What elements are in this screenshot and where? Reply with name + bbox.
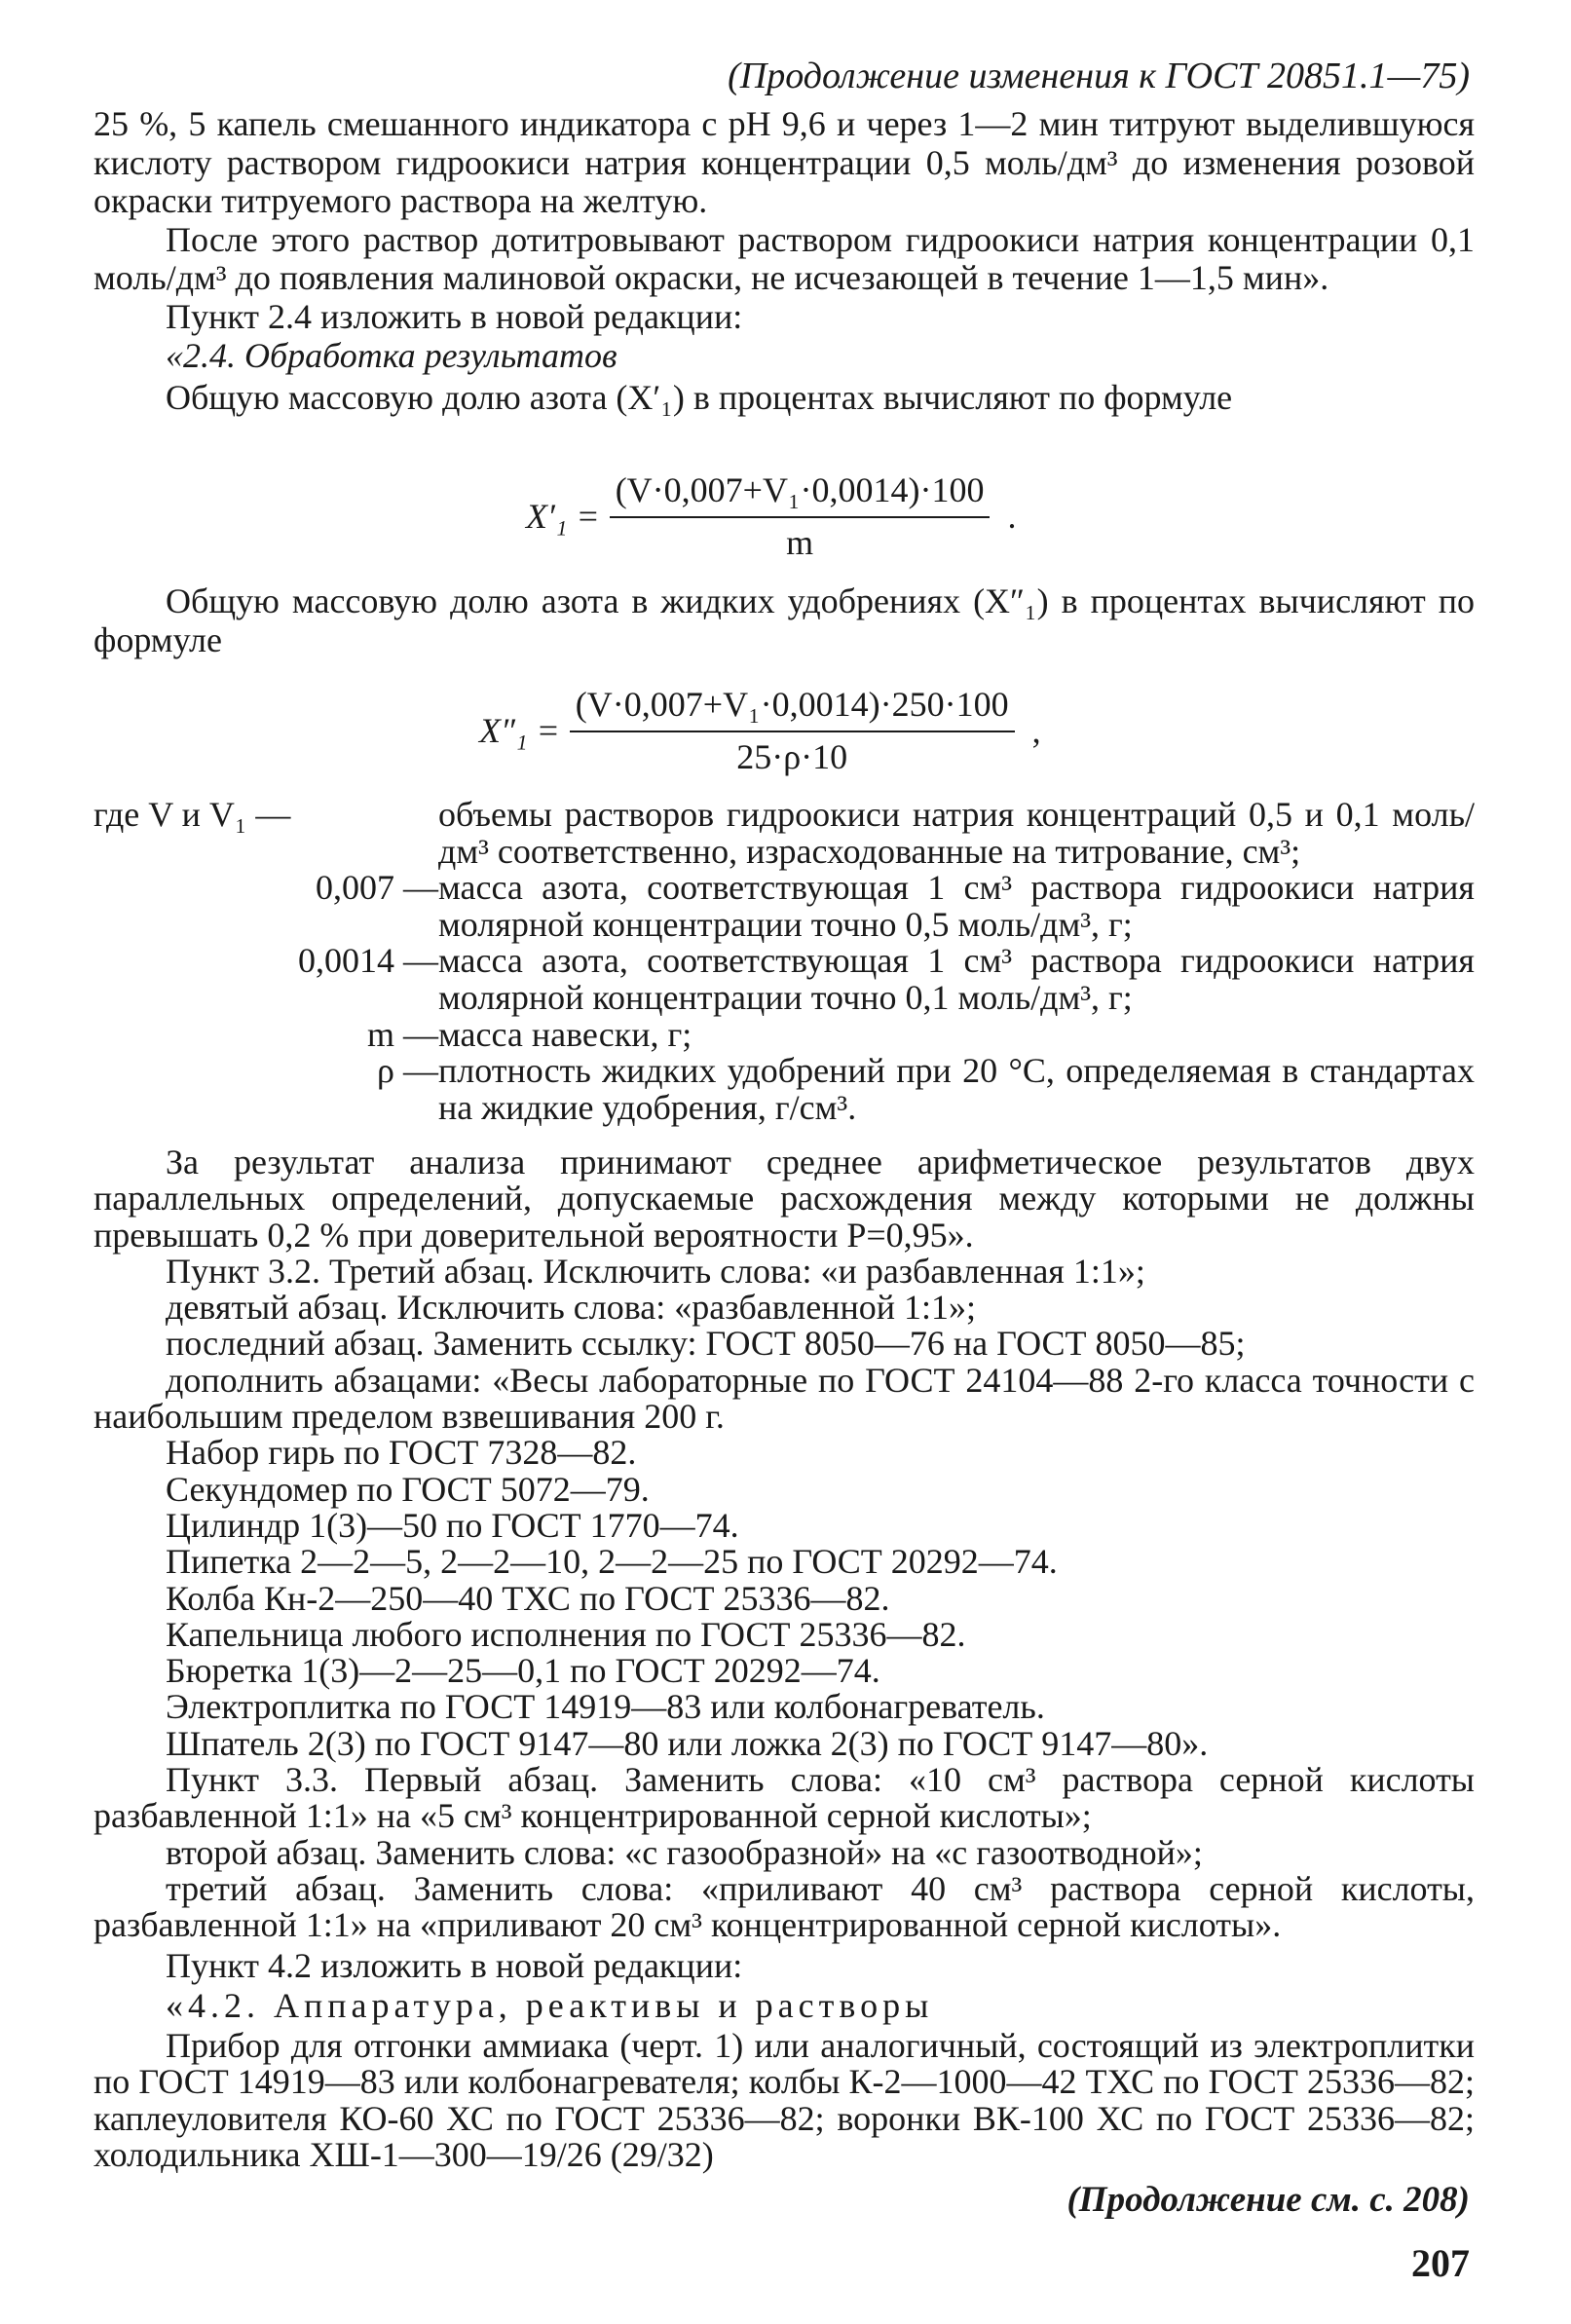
- paragraph: второй абзац. Заменить слова: «с газообразной» на «с газоотводной»;: [166, 1832, 1203, 1872]
- list-item: Электроплитка по ГОСТ 14919—83 или колбонагреватель.: [166, 1687, 1045, 1727]
- formula-punctuation: ,: [1031, 711, 1041, 750]
- page-number: 207: [1411, 2241, 1470, 2285]
- paragraph: Пункт 2.4 изложить в новой редакции:: [166, 296, 743, 336]
- formula-punctuation: .: [1007, 497, 1017, 536]
- fraction: [570, 684, 1015, 777]
- paragraph: Общую массовую долю азота (X′₁) в процентах вычисляют по формуле: [166, 378, 1233, 418]
- paragraph: Пункт 3.3. Первый абзац. Заменить слова: «10 см³ раствора серной кислоты разбавленной 1:1» на «5 см³ концентрированной серной кислоты»;: [94, 1760, 1475, 1836]
- paragraph: Пункт 3.2. Третий абзац. Исключить слова: «и разбавленная 1:1»;: [166, 1251, 1145, 1291]
- fraction: [610, 469, 991, 563]
- legend-row: [94, 943, 1475, 1016]
- paragraph: третий абзац. Заменить слова: «приливают 40 см³ раствора серной кислоты, разбавленной 1:1» на «приливают 20 см³ концентрированной серной кислоты».: [94, 1868, 1475, 1945]
- legend-symbol: m —: [366, 1014, 438, 1054]
- list-item: Шпатель 2(3) по ГОСТ 9147—80 или ложка 2(3) по ГОСТ 9147—80».: [166, 1723, 1209, 1763]
- legend-symbol: ρ —: [377, 1051, 438, 1091]
- paragraph-liquid-fertilizers: Общую массовую долю азота в жидких удобрениях (X″₁) в процентах вычисляют по формуле: [94, 581, 1475, 659]
- fraction-numerator: (V·0,007+V₁·0,0014)·250·100: [570, 684, 1015, 732]
- list-item: Колба Кн-2—250—40 ТХС по ГОСТ 25336—82.: [166, 1578, 890, 1618]
- legend-definition: масса азота, соответствующая 1 см³ раствора гидроокиси натрия молярной концентрации точно 0,1 моль/дм³, г;: [438, 941, 1475, 1017]
- list-item: Пипетка 2—2—5, 2—2—10, 2—2—25 по ГОСТ 20292—74.: [166, 1542, 1058, 1582]
- fraction-denominator: m: [786, 523, 814, 562]
- fraction-denominator: 25·ρ·10: [736, 737, 848, 776]
- paragraph: За результат анализа принимают среднее арифметическое результатов двух параллельных определений, допускаемые расхождения между которыми не должны превышать 0,2 % при доверительной вероятности P=0,95».: [94, 1143, 1475, 1255]
- legend-symbol: где V и V₁ —: [94, 795, 291, 834]
- fraction-numerator: (V·0,007+V₁·0,0014)·100: [610, 469, 991, 518]
- list-item: Бюретка 1(3)—2—25—0,1 по ГОСТ 20292—74.: [166, 1651, 880, 1691]
- list-item: Секундомер по ГОСТ 5072—79.: [166, 1469, 650, 1509]
- legend-definition: масса азота, соответствующая 1 см³ раствора гидроокиси натрия молярной концентрации точно 0,5 моль/дм³, г;: [438, 868, 1475, 944]
- continuation-note: (Продолжение см. с. 208): [1066, 2180, 1470, 2220]
- legend-symbol: 0,0014 —: [298, 941, 438, 981]
- section-heading-4-2: «4.2. Аппаратура, реактивы и растворы: [166, 1985, 934, 2025]
- legend-row: [94, 797, 1475, 870]
- legend-row: [94, 870, 1475, 943]
- list-item: Капельница любого исполнения по ГОСТ 25336—82.: [166, 1614, 966, 1654]
- section-heading-2-4: «2.4. Обработка результатов: [166, 335, 617, 375]
- list-item: Цилиндр 1(3)—50 по ГОСТ 1770—74.: [166, 1505, 739, 1545]
- text-block-1: [94, 105, 1475, 418]
- paragraph: девятый абзац. Исключить слова: «разбавленной 1:1»;: [166, 1288, 977, 1328]
- paragraph: последний абзац. Заменить ссылку: ГОСТ 8050—76 на ГОСТ 8050—85;: [166, 1324, 1246, 1364]
- paragraph: дополнить абзацами: «Весы лабораторные по ГОСТ 24104—88 2-го класса точности с наибольшим пределом взвешивания 200 г.: [94, 1360, 1475, 1437]
- legend-definition: объемы растворов гидроокиси натрия концентраций 0,5 и 0,1 моль/дм³ соответственно, израсходованные на титрование, см³;: [438, 795, 1475, 871]
- legend-symbol: 0,007 —: [316, 868, 438, 908]
- formula-lhs: X′₁ =: [526, 497, 600, 536]
- formula-lhs: X″₁ =: [479, 711, 560, 750]
- running-header: (Продолжение изменения к ГОСТ 20851.1—75): [728, 56, 1470, 96]
- paragraph: Прибор для отгонки аммиака (черт. 1) или аналогичный, состоящий из электроплитки по ГОСТ 14919—83 или колбонагревателя; колбы К-2—1000—42 ТХС по ГОСТ 25336—82; каплеуловителя КО-60 ХС по ГОСТ 25336—82; воронки ВК-100 ХС по ГОСТ 25336—82; холодильника ХШ-1—300—19/26 (29/32): [94, 2026, 1475, 2175]
- variable-legend: [94, 797, 1475, 1126]
- paragraph: 25 %, 5 капель смешанного индикатора с pH 9,6 и через 1—2 мин титруют выделившуюся кислоту раствором гидроокиси натрия концентрации 0,5 моль/дм³ до изменения розовой окраски титруемого раствора на желтую.: [94, 104, 1475, 221]
- formula-x1-double-prime: [479, 684, 1041, 777]
- text-block-3: [94, 1144, 1475, 2173]
- legend-definition: плотность жидких удобрений при 20 °C, определяемая в стандартах на жидкие удобрения, г/см³.: [438, 1051, 1475, 1127]
- paragraph: После этого раствор дотитровывают раствором гидроокиси натрия концентрации 0,1 моль/дм³ до появления малиновой окраски, не исчезающей в течение 1—1,5 мин».: [94, 219, 1475, 298]
- legend-definition: масса навески, г;: [438, 1014, 692, 1054]
- paragraph: Пункт 4.2 изложить в новой редакции:: [166, 1945, 743, 1985]
- formula-x1-prime: [526, 469, 1016, 563]
- legend-row: [94, 1053, 1475, 1126]
- legend-row: [94, 1014, 1475, 1054]
- list-item: Набор гирь по ГОСТ 7328—82.: [166, 1433, 637, 1473]
